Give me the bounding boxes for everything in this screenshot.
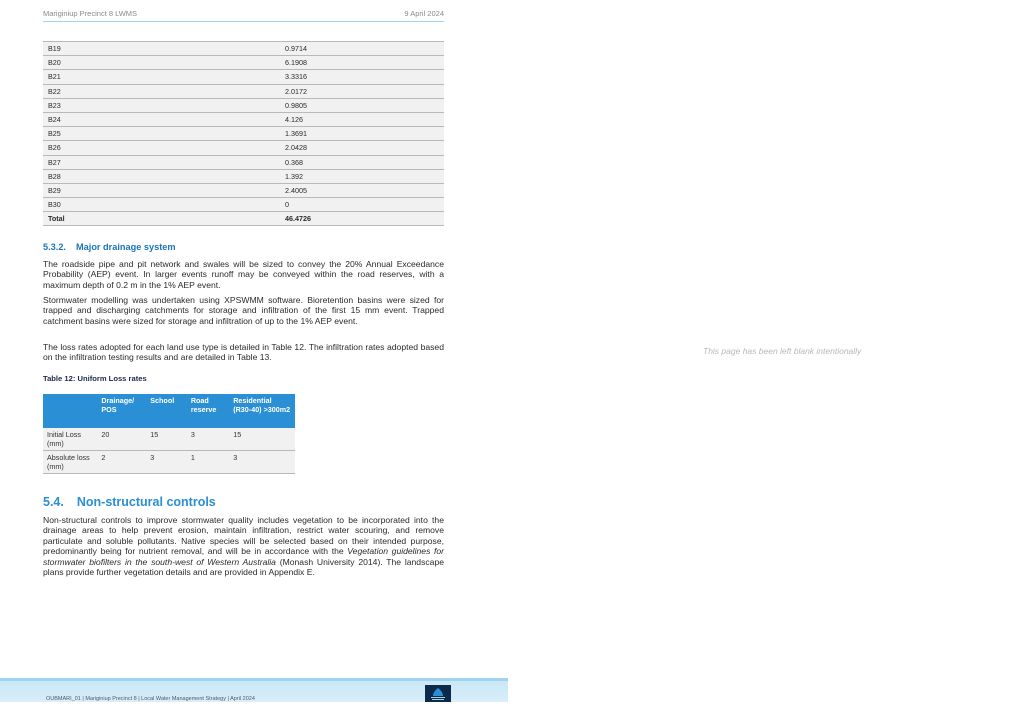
catchment-value-cell: 0.9714 — [280, 42, 444, 56]
uniform-loss-rates-table — [43, 394, 295, 474]
table-cell: 15 — [229, 428, 295, 451]
table-header-cell — [43, 394, 97, 428]
table-cell: 20 — [97, 428, 146, 451]
company-logo-icon — [425, 685, 451, 702]
table-cell: 15 — [146, 428, 187, 451]
catchment-value-cell: 6.1908 — [280, 56, 444, 70]
catchment-id-cell: B28 — [43, 169, 280, 183]
paragraph-text: (Monash University 2014). The landscape plans provide further vegetation details and are provided in Appendix E. — [43, 556, 445, 578]
catchment-value-cell: 0.368 — [280, 155, 444, 169]
catchment-id-cell: B22 — [43, 84, 280, 98]
catchment-id-cell: B25 — [43, 127, 280, 141]
section-number: 5.4. — [43, 495, 64, 509]
catchment-id-cell: B27 — [43, 155, 280, 169]
catchment-value-cell: 0.9805 — [280, 98, 444, 112]
row-label-cell: Absolute loss (mm) — [43, 451, 97, 474]
table-total-row — [43, 212, 444, 226]
table-row — [43, 112, 444, 126]
table-cell: 3 — [146, 451, 187, 474]
table-row — [43, 127, 444, 141]
table-header-cell: Road reserve — [187, 394, 229, 428]
catchment-value-cell: 2.0172 — [280, 84, 444, 98]
total-value-cell: 46.4726 — [280, 212, 444, 226]
table-row — [43, 169, 444, 183]
footer-band — [0, 678, 508, 681]
blank-page-note: This page has been left blank intentionally — [703, 346, 862, 356]
catchment-id-cell: B26 — [43, 141, 280, 155]
catchment-value-cell: 1.392 — [280, 169, 444, 183]
section-title: Non-structural controls — [76, 495, 216, 509]
catchment-id-cell: B24 — [43, 112, 280, 126]
table-row — [43, 84, 444, 98]
catchment-value-cell: 3.3316 — [280, 70, 444, 84]
row-label-cell: Initial Loss (mm) — [43, 428, 97, 451]
footer-text: OUBMARI_01 | Mariginiup Precinct 8 | Local Water Management Strategy | April 2024 — [46, 696, 255, 702]
catchment-id-cell: B30 — [43, 198, 280, 212]
catchment-id-cell: B23 — [43, 98, 280, 112]
document-page-left — [0, 0, 508, 702]
page-header — [43, 9, 444, 22]
table-header-cell: School — [146, 394, 187, 428]
catchment-table — [43, 41, 444, 226]
table-header-row — [43, 394, 295, 428]
table-row — [43, 451, 295, 474]
table-header-cell: Drainage/ POS — [97, 394, 146, 428]
paragraph-text: Non-structural controls to improve stormwater quality includes vegetation to be incorporated into the drainage areas to help prevent erosion, maintain infiltration, restrict water scouring, and remove particulate and soluble pollutants. Native species will be selected based on their intended purpose, predominantly being for nutrient removal, and will be in accordance with the — [43, 515, 444, 557]
table-row — [43, 155, 444, 169]
catchment-id-cell: B21 — [43, 70, 280, 84]
guideline-title: Vegetation guidelines for stormwater biofilters in the south-west of Western Australia — [43, 546, 445, 567]
table-cell: 1 — [187, 451, 229, 474]
table-row — [43, 42, 444, 56]
catchment-id-cell: B20 — [43, 56, 280, 70]
table-row — [43, 98, 444, 112]
catchment-value-cell: 1.3691 — [280, 127, 444, 141]
paragraph-major-drainage-1: The roadside pipe and pit network and swales will be sized to convey the 20% Annual Exceedance Probability (AEP) event. In larger events runoff may be conveyed within the road reserves, with a maximum depth of 0.2 m in the 1% AEP event. — [43, 259, 444, 290]
catchment-value-cell: 4.126 — [280, 112, 444, 126]
paragraph-non-structural — [43, 515, 444, 577]
table-row — [43, 141, 444, 155]
table-cell: 2 — [97, 451, 146, 474]
section-title: Major drainage system — [76, 242, 176, 252]
table-header-cell: Residential (R30-40) >300m2 — [229, 394, 295, 428]
catchment-id-cell: B29 — [43, 183, 280, 197]
total-label-cell: Total — [43, 212, 280, 226]
table-row — [43, 428, 295, 451]
table-12-caption: Table 12: Uniform Loss rates — [43, 374, 147, 383]
table-cell: 3 — [229, 451, 295, 474]
header-date: 9 April 2024 — [404, 9, 444, 18]
header-title: Mariginiup Precinct 8 LWMS — [43, 9, 138, 18]
section-number: 5.3.2. — [43, 242, 66, 252]
table-cell: 3 — [187, 428, 229, 451]
paragraph-major-drainage-2: Stormwater modelling was undertaken using XPSWMM software. Bioretention basins were sized for trapped and discharging catchments for storage and infiltration of the first 15 mm event. Trapped catchment basins were sized for storage and infiltration of up to the 1% AEP event. — [43, 295, 444, 326]
table-row — [43, 183, 444, 197]
catchment-id-cell: B19 — [43, 42, 280, 56]
catchment-value-cell: 0 — [280, 198, 444, 212]
paragraph-major-drainage-3: The loss rates adopted for each land use type is detailed in Table 12. The infiltration rates adopted based on the infiltration testing results and are detailed in Table 13. — [43, 342, 444, 363]
table-row — [43, 198, 444, 212]
catchment-value-cell: 2.4005 — [280, 183, 444, 197]
section-heading-major-drainage — [43, 242, 176, 252]
table-row — [43, 70, 444, 84]
table-row — [43, 56, 444, 70]
section-heading-non-structural — [43, 495, 216, 509]
catchment-value-cell: 2.0428 — [280, 141, 444, 155]
